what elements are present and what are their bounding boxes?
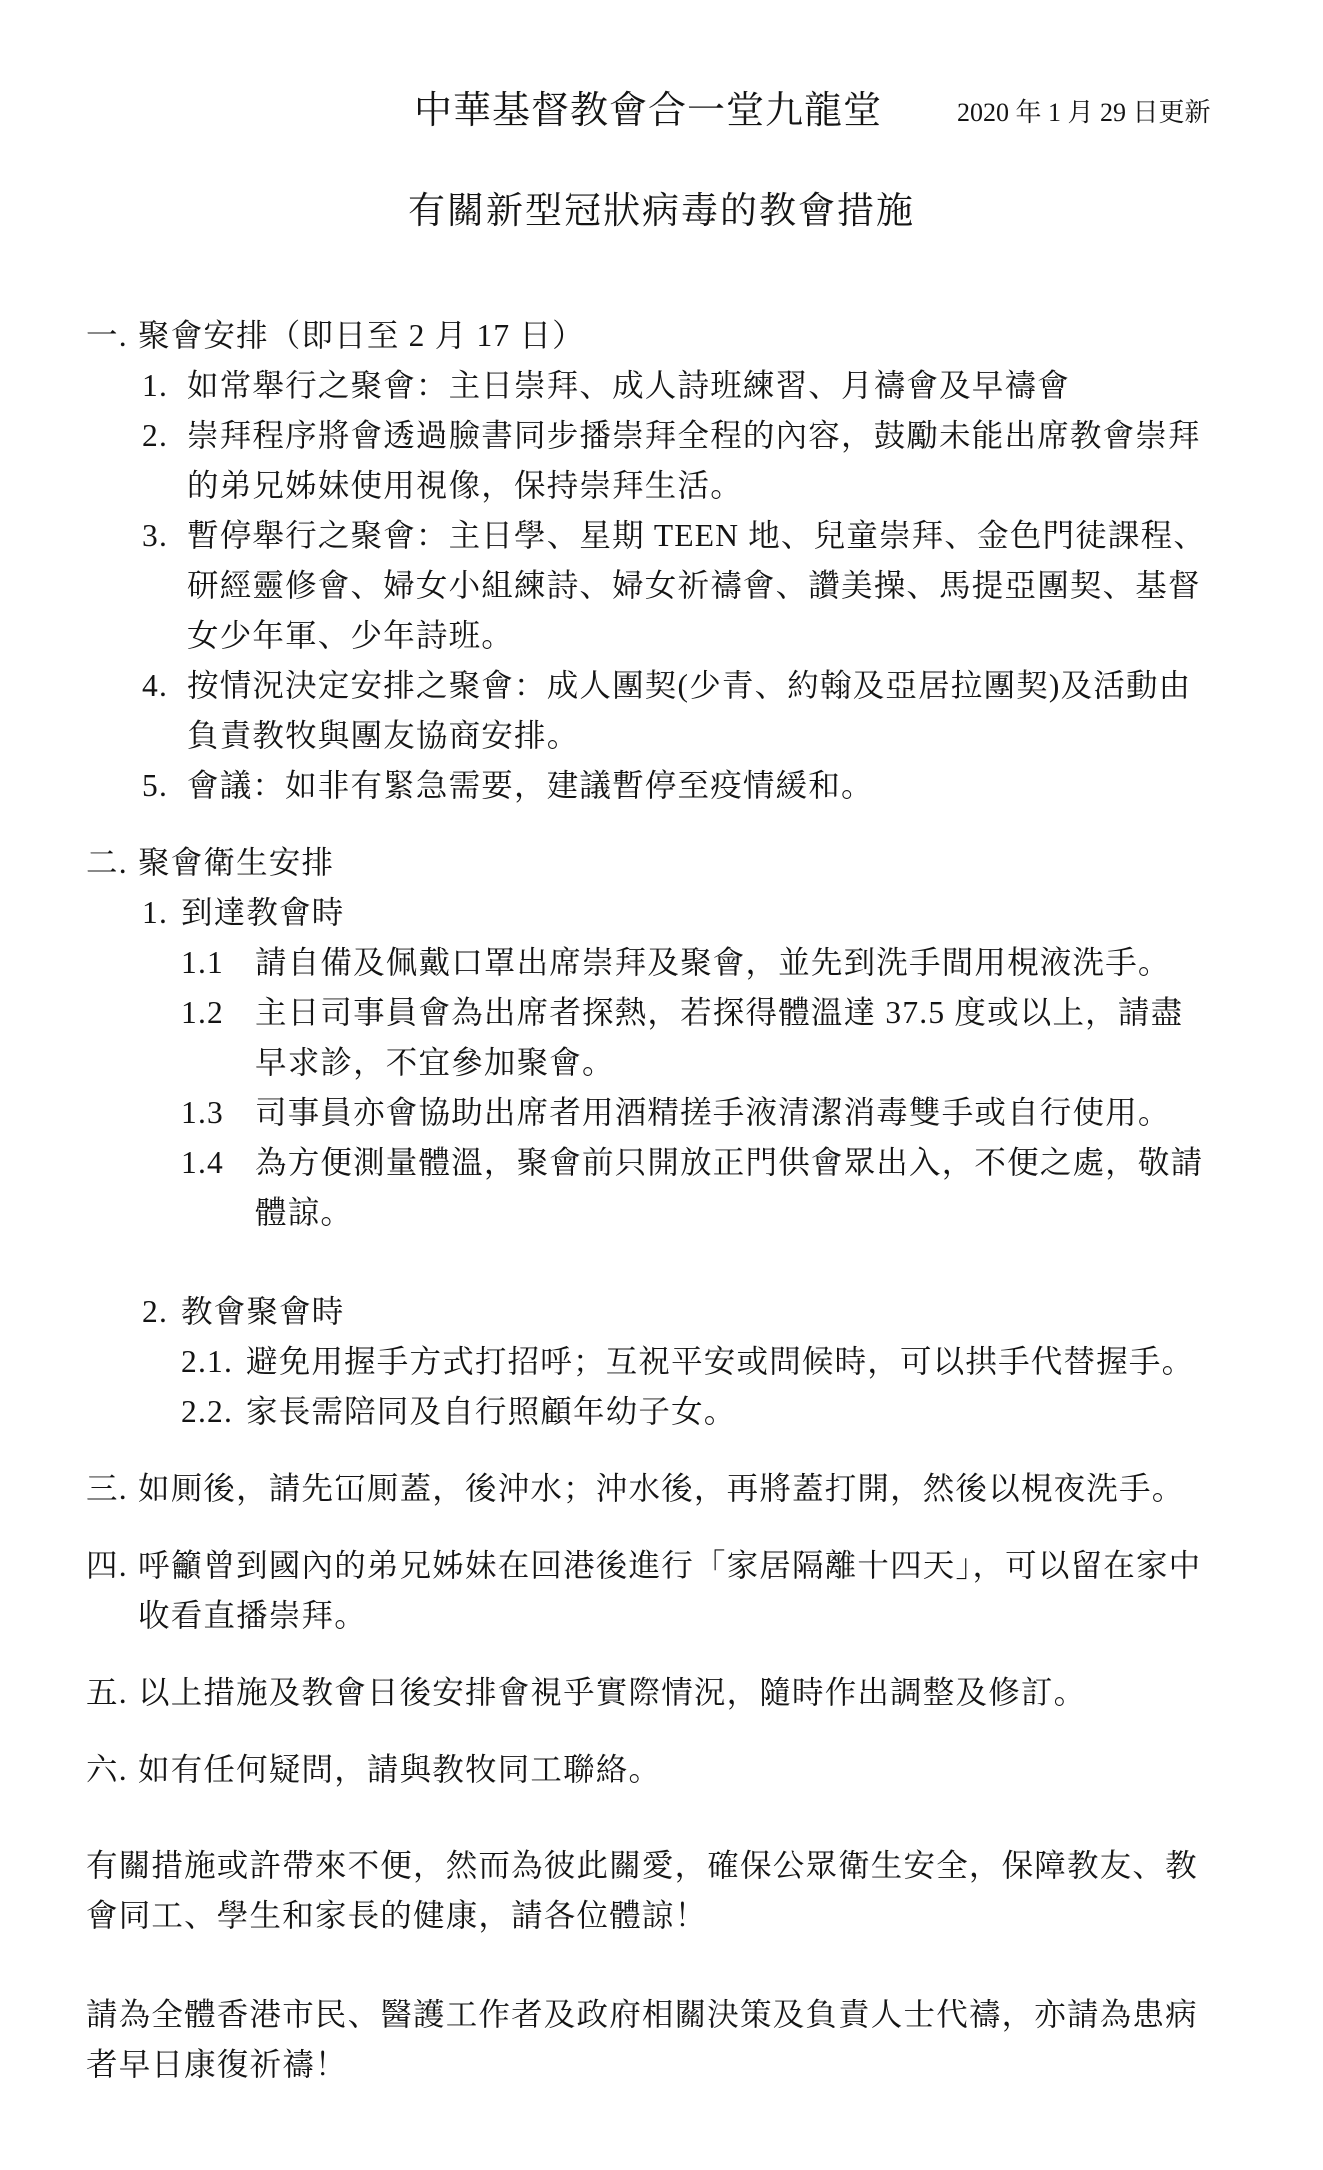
sub-item bbox=[181, 1387, 1266, 1437]
text-line: 女少年軍、少年詩班。 bbox=[187, 618, 515, 653]
sub-item-text bbox=[255, 1138, 1266, 1238]
sub-item-text bbox=[255, 1088, 1266, 1138]
text-line: 研經靈修會、婦女小組練詩、婦女祈禱會、讚美操、馬提亞團契、基督 bbox=[187, 568, 1201, 603]
section-text bbox=[138, 1668, 1266, 1718]
section-heading-row bbox=[86, 311, 1266, 361]
text-line: 會同工、學生和家長的健康，請各位體諒！ bbox=[86, 1898, 708, 1933]
sub-item-number: 2.1. bbox=[181, 1344, 234, 1379]
text-line: 體諒。 bbox=[255, 1195, 354, 1230]
sub-item-number: 1.4 bbox=[181, 1145, 224, 1180]
group-during-gathering bbox=[86, 1287, 1266, 1437]
item-number: 4. bbox=[142, 668, 169, 703]
prayer-paragraph bbox=[86, 1990, 1266, 2090]
list-item bbox=[142, 761, 1266, 811]
text-line: 呼籲曾到國內的弟兄姊妹在回港後進行「家居隔離十四天」，可以留在家中 bbox=[138, 1548, 1202, 1583]
list-item bbox=[142, 661, 1266, 761]
section-marker: 五. bbox=[86, 1675, 128, 1710]
section-text bbox=[138, 1464, 1266, 1514]
sub-item bbox=[181, 988, 1266, 1088]
text-line: 早求診，不宜參加聚會。 bbox=[255, 1045, 615, 1080]
sub-item-number: 2.2. bbox=[181, 1394, 234, 1429]
text-line: 如厠後，請先冚厠蓋，後沖水；沖水後，再將蓋打開，然後以梘夜洗手。 bbox=[138, 1471, 1185, 1506]
sub-item-number: 1.3 bbox=[181, 1095, 224, 1130]
page-title: 有關新型冠狀病毒的教會措施 bbox=[408, 191, 915, 232]
list-item bbox=[142, 411, 1266, 511]
sub-item-text bbox=[255, 938, 1266, 988]
section-heading: 聚會安排（即日至 2 月 17 日） bbox=[138, 318, 585, 353]
section-gathering-arrangements bbox=[86, 311, 1266, 811]
sub-item bbox=[181, 1337, 1266, 1387]
church-name: 中華基督教會合一堂九龍堂 bbox=[414, 90, 883, 132]
section-text bbox=[138, 1541, 1266, 1641]
item-number: 2. bbox=[142, 418, 169, 453]
text-line: 司事員亦會協助出席者用酒精搓手液清潔消毒雙手或自行使用。 bbox=[255, 1095, 1171, 1130]
text-line: 主日司事員會為出席者探熱，若探得體溫達 37.5 度或以上，請盡 bbox=[255, 995, 1184, 1030]
section-heading-row bbox=[86, 838, 1266, 888]
section-marker: 二. bbox=[86, 845, 128, 880]
section-adjustments bbox=[86, 1668, 1266, 1718]
section-hygiene-arrangements bbox=[86, 838, 1266, 1437]
list-item bbox=[142, 511, 1266, 661]
text-line: 為方便測量體溫，聚會前只開放正門供會眾出入，不便之處，敬請 bbox=[255, 1145, 1204, 1180]
item-text bbox=[187, 761, 1266, 811]
sub-item bbox=[181, 1088, 1266, 1138]
updated-date: 2020 年 1 月 29 日更新 bbox=[957, 98, 1211, 127]
text-line: 崇拜程序將會透過臉書同步播崇拜全程的內容，鼓勵未能出席教會崇拜 bbox=[187, 418, 1201, 453]
section-text bbox=[138, 1745, 1266, 1795]
text-line: 請為全體香港市民、醫護工作者及政府相關決策及負責人士代禱，亦請為患病 bbox=[86, 1997, 1198, 2032]
text-line: 如常舉行之聚會：主日崇拜、成人詩班練習、月禱會及早禱會 bbox=[187, 368, 1070, 403]
group-arriving bbox=[86, 888, 1266, 1238]
section-heading: 聚會衛生安排 bbox=[138, 845, 335, 880]
sub-item-text bbox=[246, 1387, 1266, 1437]
sub-item-number: 1.1 bbox=[181, 945, 224, 980]
group-heading-row bbox=[142, 888, 1266, 938]
sub-item bbox=[181, 1138, 1266, 1238]
section-marker: 一. bbox=[86, 318, 128, 353]
sub-item bbox=[181, 938, 1266, 988]
sub-item-text bbox=[246, 1337, 1266, 1387]
text-line: 以上措施及教會日後安排會視乎實際情況，隨時作出調整及修訂。 bbox=[138, 1675, 1087, 1710]
text-line: 家長需陪同及自行照顧年幼子女。 bbox=[246, 1394, 737, 1429]
text-line: 請自備及佩戴口罩出席崇拜及聚會，並先到洗手間用梘液洗手。 bbox=[255, 945, 1171, 980]
text-line: 的弟兄姊妹使用視像，保持崇拜生活。 bbox=[187, 468, 743, 503]
text-line: 收看直播崇拜。 bbox=[138, 1598, 367, 1633]
item-text bbox=[187, 361, 1266, 411]
text-line: 有關措施或許帶來不便，然而為彼此關愛，確保公眾衛生安全，保障教友、教 bbox=[86, 1848, 1198, 1883]
item-number: 5. bbox=[142, 768, 169, 803]
item-text bbox=[187, 661, 1266, 761]
section-contact bbox=[86, 1745, 1266, 1795]
text-line: 負責教牧與團友協商安排。 bbox=[187, 718, 580, 753]
group-number: 2. bbox=[142, 1294, 169, 1329]
closing-paragraph bbox=[86, 1841, 1266, 1941]
group-heading-row bbox=[142, 1287, 1266, 1337]
section-toilet-hygiene bbox=[86, 1464, 1266, 1514]
item-number: 3. bbox=[142, 518, 169, 553]
text-line: 暫停舉行之聚會：主日學、星期 TEEN 地、兒童崇拜、金色門徒課程、 bbox=[187, 518, 1207, 553]
text-line: 如有任何疑問，請與教牧同工聯絡。 bbox=[138, 1752, 662, 1787]
group-heading: 教會聚會時 bbox=[181, 1294, 345, 1329]
text-line: 避免用握手方式打招呼；互祝平安或問候時，可以拱手代替握手。 bbox=[246, 1344, 1195, 1379]
notice-body bbox=[86, 311, 1266, 2090]
sub-item-number: 1.2 bbox=[181, 995, 224, 1030]
text-line: 會議：如非有緊急需要，建議暫停至疫情緩和。 bbox=[187, 768, 874, 803]
section-marker: 六. bbox=[86, 1752, 128, 1787]
section-home-quarantine bbox=[86, 1541, 1266, 1641]
group-heading: 到達教會時 bbox=[181, 895, 345, 930]
section-marker: 四. bbox=[86, 1548, 128, 1583]
text-line: 按情況決定安排之聚會：成人團契(少青、約翰及亞居拉團契)及活動由 bbox=[187, 668, 1192, 703]
item-text bbox=[187, 511, 1266, 661]
text-line: 者早日康復祈禱！ bbox=[86, 2047, 348, 2082]
list-item bbox=[142, 361, 1266, 411]
group-number: 1. bbox=[142, 895, 169, 930]
item-number: 1. bbox=[142, 368, 169, 403]
sub-item-text bbox=[255, 988, 1266, 1088]
section-marker: 三. bbox=[86, 1471, 128, 1506]
item-text bbox=[187, 411, 1266, 511]
